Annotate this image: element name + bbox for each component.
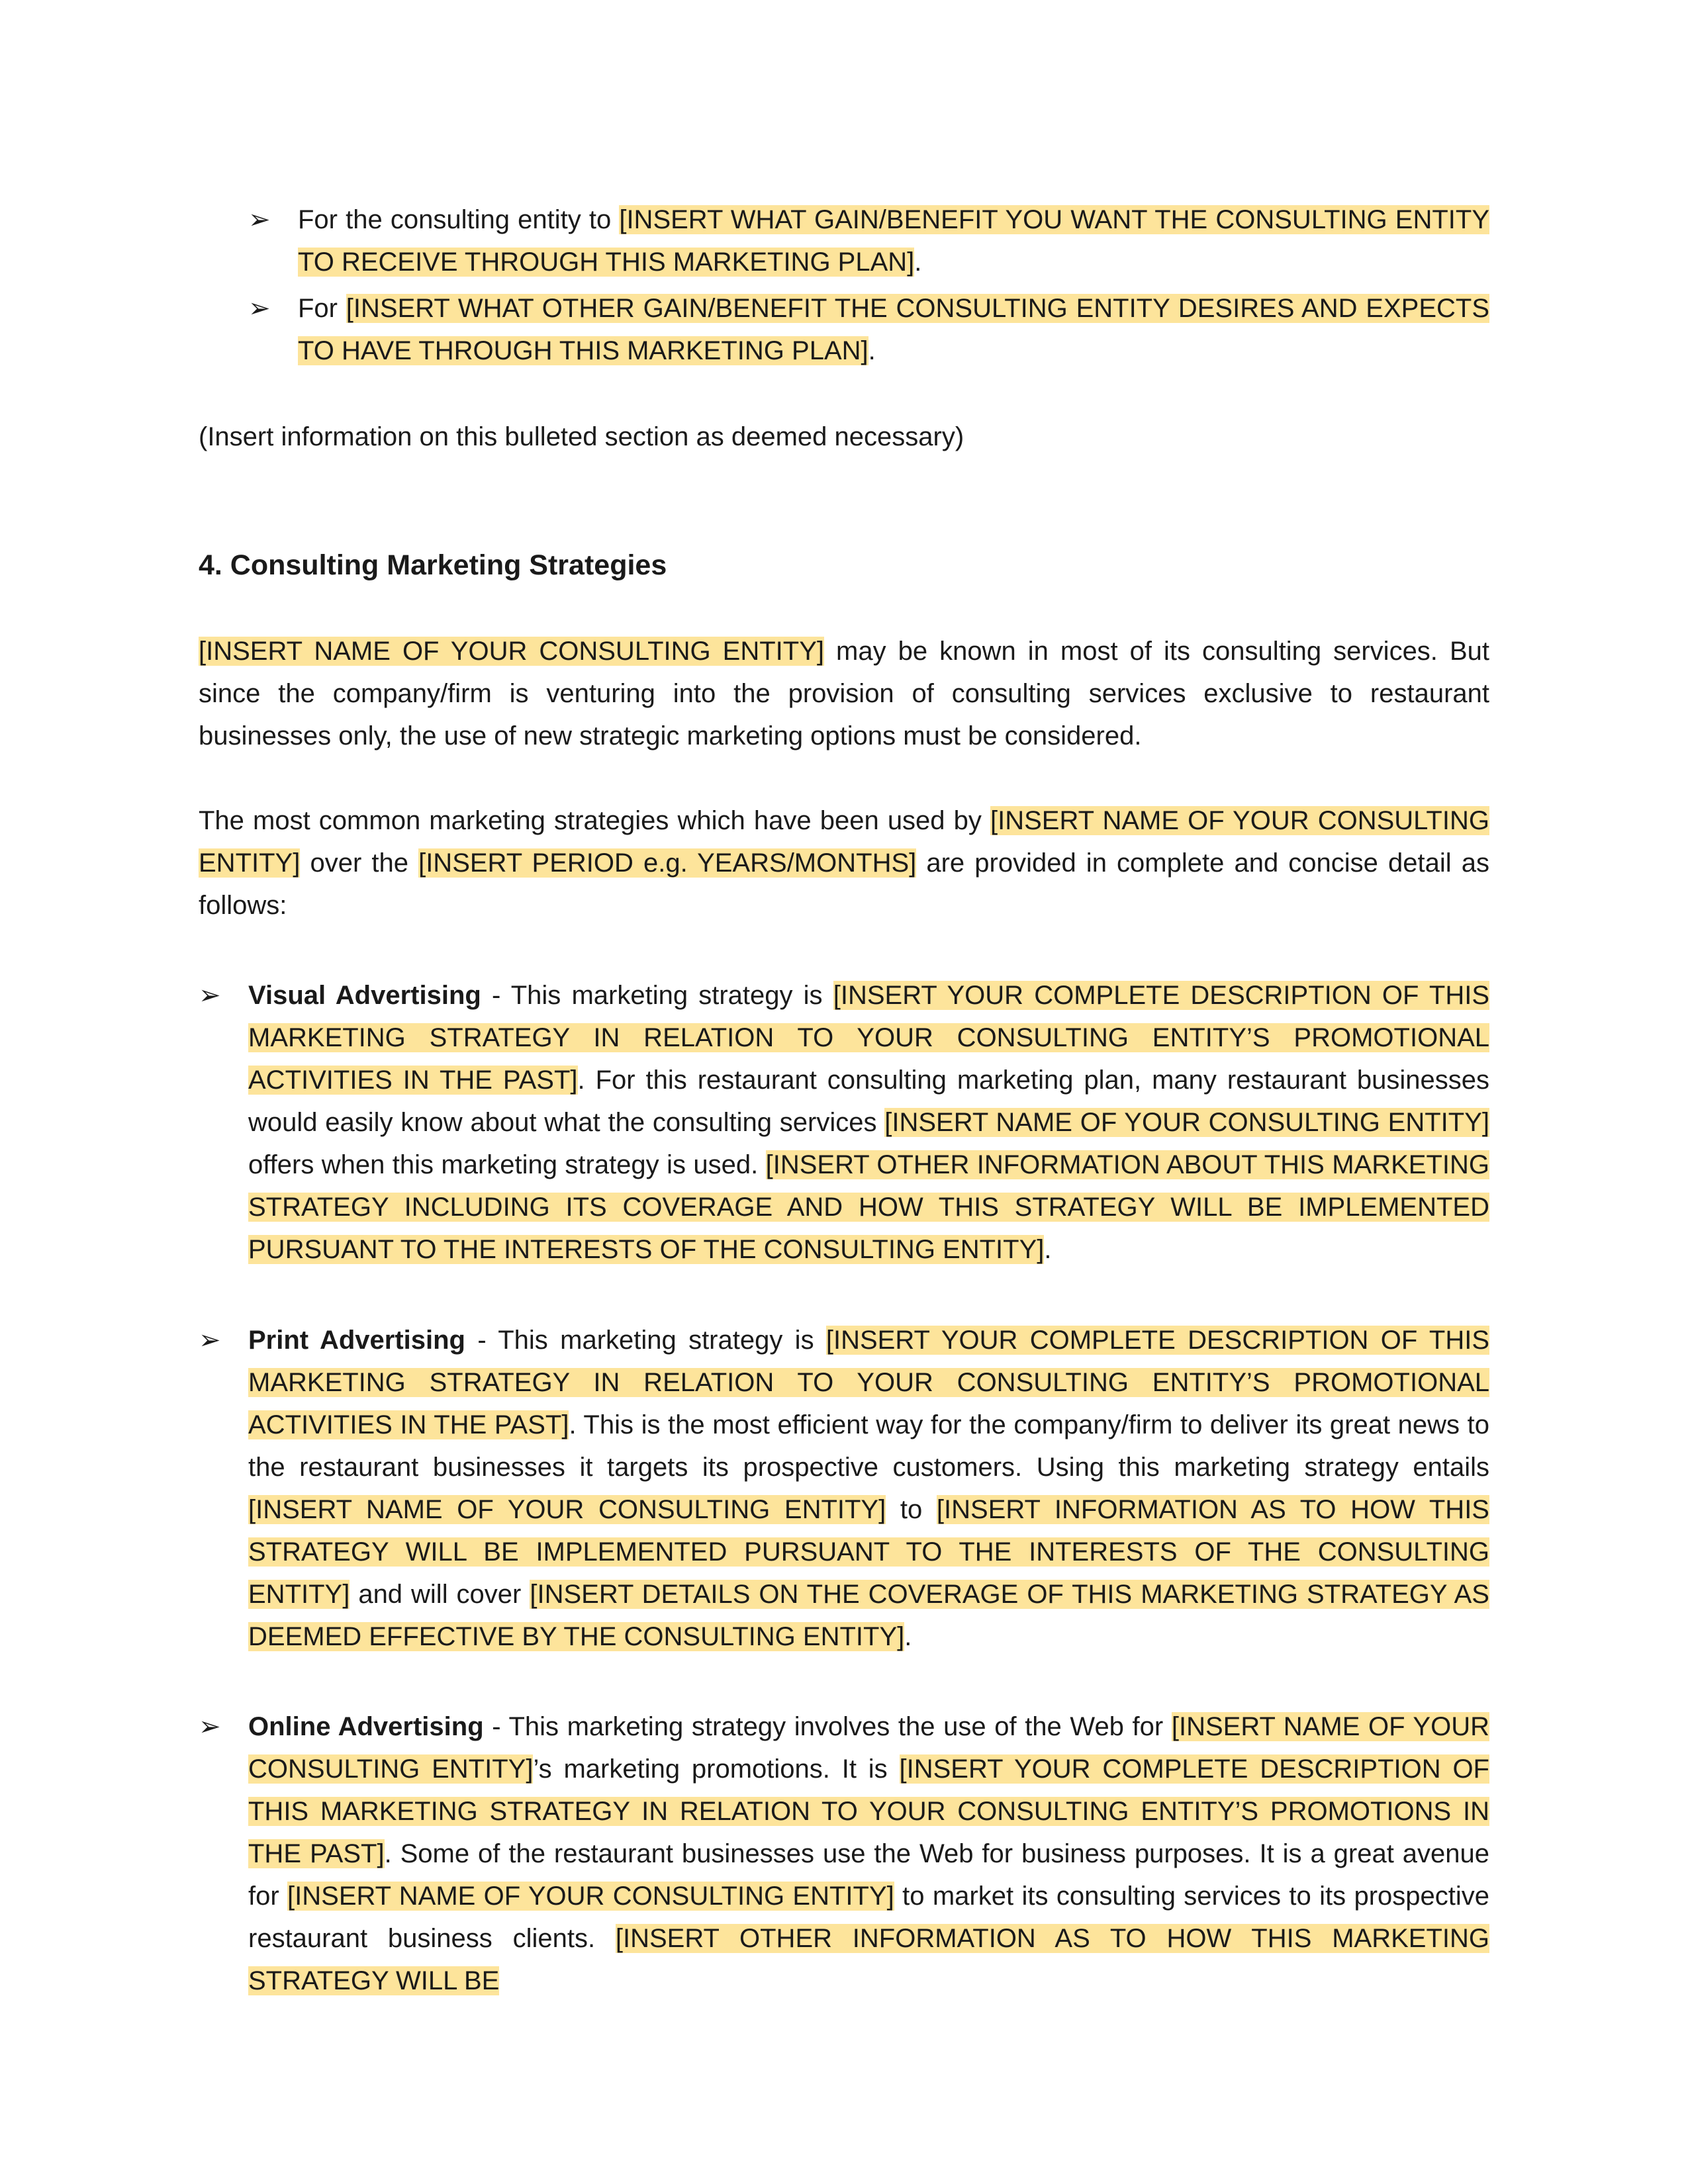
- arrow-bullet-icon: ➢: [248, 205, 271, 235]
- print-advertising-item: [199, 1319, 1489, 1658]
- section-heading: 4. Consulting Marketing Strategies: [199, 549, 667, 581]
- list-item: [248, 199, 1489, 283]
- placeholder-highlight: [INSERT DETAILS ON THE COVERAGE OF THIS MARKETING STRATEGY AS DEEMED EFFECTIVE BY THE CONSULTING ENTITY]: [248, 1580, 1489, 1651]
- strategy-title: Visual Advertising: [248, 981, 481, 1010]
- placeholder-highlight: [INSERT NAME OF YOUR CONSULTING ENTITY]: [199, 637, 824, 666]
- arrow-bullet-icon: ➢: [199, 980, 221, 1011]
- strategy-title: Online Advertising: [248, 1712, 484, 1741]
- arrow-bullet-icon: ➢: [199, 1711, 221, 1742]
- placeholder-highlight: [INSERT NAME OF YOUR CONSULTING ENTITY]: [199, 806, 1489, 878]
- intro-paragraph: [INSERT NAME OF YOUR CONSULTING ENTITY] may be known in most of its consulting services. But since the company/firm is venturing into the provision of consulting services exclusive to restaurant businesses only, the use of new strategic marketing options must be considered.: [199, 637, 1489, 751]
- bullet-text: Visual Advertising - This marketing strategy is [INSERT YOUR COMPLETE DESCRIPTION OF THIS MARKETING STRATEGY IN RELATION TO YOUR CONSULTING ENTITY’S PROMOTIONAL ACTIVITIES IN THE PAST]. For this restaurant consulting marketing plan, many restaurant businesses would easily know about what the consulting services [INSERT NAME OF YOUR CONSULTING ENTITY] offers when this marketing strategy is used. [INSERT OTHER INFORMATION ABOUT THIS MARKETING STRATEGY INCLUDING ITS COVERAGE AND HOW THIS STRATEGY WILL BE IMPLEMENTED PURSUANT TO THE INTERESTS OF THE CONSULTING ENTITY].: [248, 981, 1490, 1264]
- placeholder-highlight: [INSERT WHAT GAIN/BENEFIT YOU WANT THE CONSULTING ENTITY TO RECEIVE THROUGH THIS MARKETING PLAN]: [298, 205, 1489, 277]
- placeholder-highlight: [INSERT WHAT OTHER GAIN/BENEFIT THE CONSULTING ENTITY DESIRES AND EXPECTS TO HAVE THROUGH THIS MARKETING PLAN]: [298, 294, 1489, 365]
- arrow-bullet-icon: ➢: [199, 1325, 221, 1355]
- placeholder-highlight: [INSERT NAME OF YOUR CONSULTING ENTITY]: [287, 1882, 894, 1911]
- bullet-text: Online Advertising - This marketing strategy involves the use of the Web for [INSERT NAME OF YOUR CONSULTING ENTITY]’s marketing promotions. It is [INSERT YOUR COMPLETE DESCRIPTION OF THIS MARKETING STRATEGY IN RELATION TO YOUR CONSULTING ENTITY’S PROMOTIONS IN THE PAST]. Some of the restaurant businesses use the Web for business purposes. It is a great avenue for [INSERT NAME OF YOUR CONSULTING ENTITY] to market its consulting services to its prospective restaurant business clients. [INSERT OTHER INFORMATION AS TO HOW THIS MARKETING STRATEGY WILL BE: [248, 1712, 1489, 1995]
- bullet-text: For the consulting entity to [INSERT WHAT GAIN/BENEFIT YOU WANT THE CONSULTING ENTITY TO RECEIVE THROUGH THIS MARKETING PLAN].: [298, 205, 1489, 277]
- placeholder-highlight: [INSERT PERIOD e.g. YEARS/MONTHS]: [418, 848, 917, 878]
- online-advertising-item: [199, 1706, 1489, 2002]
- strategies-paragraph: The most common marketing strategies which have been used by [INSERT NAME OF YOUR CONSULTING ENTITY] over the [INSERT PERIOD e.g. YEARS/MONTHS] are provided in complete and concise detail as follows:: [199, 806, 1489, 920]
- placeholder-highlight: [INSERT YOUR COMPLETE DESCRIPTION OF THIS MARKETING STRATEGY IN RELATION TO YOUR CONSULTING ENTITY’S PROMOTIONAL ACTIVITIES IN THE PAST]: [248, 1326, 1490, 1439]
- placeholder-highlight: [INSERT YOUR COMPLETE DESCRIPTION OF THIS MARKETING STRATEGY IN RELATION TO YOUR CONSULTING ENTITY’S PROMOTIONS IN THE PAST]: [248, 1754, 1489, 1868]
- bullet-text: For [INSERT WHAT OTHER GAIN/BENEFIT THE CONSULTING ENTITY DESIRES AND EXPECTS TO HAVE THROUGH THIS MARKETING PLAN].: [298, 294, 1489, 365]
- placeholder-highlight: [INSERT OTHER INFORMATION AS TO HOW THIS MARKETING STRATEGY WILL BE: [248, 1924, 1489, 1995]
- strategy-title: Print Advertising: [248, 1326, 465, 1355]
- placeholder-highlight: [INSERT YOUR COMPLETE DESCRIPTION OF THIS MARKETING STRATEGY IN RELATION TO YOUR CONSULTING ENTITY’S PROMOTIONAL ACTIVITIES IN THE PAST]: [248, 981, 1490, 1095]
- placeholder-highlight: [INSERT OTHER INFORMATION ABOUT THIS MARKETING STRATEGY INCLUDING ITS COVERAGE AND HOW THIS STRATEGY WILL BE IMPLEMENTED PURSUANT TO THE INTERESTS OF THE CONSULTING ENTITY]: [248, 1150, 1489, 1264]
- list-item: [248, 287, 1489, 372]
- placeholder-highlight: [INSERT NAME OF YOUR CONSULTING ENTITY]: [248, 1712, 1489, 1784]
- visual-advertising-item: [199, 974, 1489, 1271]
- insert-note: (Insert information on this bulleted section as deemed necessary): [199, 422, 964, 451]
- placeholder-highlight: [INSERT NAME OF YOUR CONSULTING ENTITY]: [884, 1108, 1489, 1137]
- bullet-text: Print Advertising - This marketing strategy is [INSERT YOUR COMPLETE DESCRIPTION OF THIS MARKETING STRATEGY IN RELATION TO YOUR CONSULTING ENTITY’S PROMOTIONAL ACTIVITIES IN THE PAST]. This is the most efficient way for the company/firm to deliver its great news to the restaurant businesses it targets its prospective customers. Using this marketing strategy entails [INSERT NAME OF YOUR CONSULTING ENTITY] to [INSERT INFORMATION AS TO HOW THIS STRATEGY WILL BE IMPLEMENTED PURSUANT TO THE INTERESTS OF THE CONSULTING ENTITY] and will cover [INSERT DETAILS ON THE COVERAGE OF THIS MARKETING STRATEGY AS DEEMED EFFECTIVE BY THE CONSULTING ENTITY].: [248, 1326, 1490, 1651]
- placeholder-highlight: [INSERT NAME OF YOUR CONSULTING ENTITY]: [248, 1495, 886, 1524]
- placeholder-highlight: [INSERT INFORMATION AS TO HOW THIS STRATEGY WILL BE IMPLEMENTED PURSUANT TO THE INTERESTS OF THE CONSULTING ENTITY]: [248, 1495, 1489, 1609]
- arrow-bullet-icon: ➢: [248, 293, 271, 324]
